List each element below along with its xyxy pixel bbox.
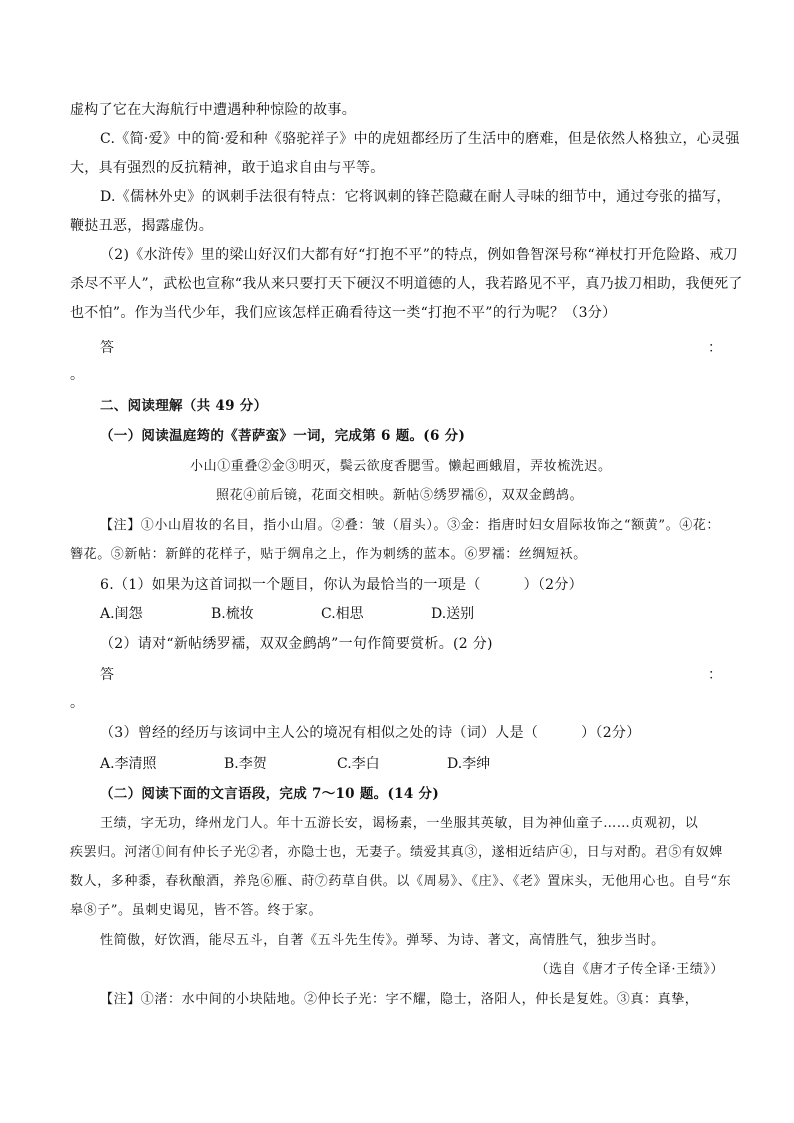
text-line: 鞭挞丑恶，揭露虚伪。 [70,218,213,234]
text-line: 虚构了它在大海航行中遭遇种种惊险的故事。 [70,102,356,118]
subsection-2-heading: （二）阅读下面的文言语段，完成 7～10 题。(14 分) [100,786,440,802]
source-citation: （选自《唐才子传全译·王绩》） [535,962,724,977]
poem-line-2: 照花④前后镜，花面交相映。新帖⑤绣罗襦⑥，双双金鹧鸪。 [216,488,584,503]
section-2-heading: 二、阅读理解（共 49 分） [100,398,268,414]
text-line: 杀尽不平人”，武松也宣称“我从来只要打天下硬汉不明道德的人，我若路见不平，真乃拔刀相助，我便死了 [70,276,743,292]
classical-text-line: 王绩，字无功，绛州龙门人。年十五游长安，谒杨素，一坐服其英敏，目为神仙童子……贞观初，以 [100,816,699,831]
text-line: 也不怕”。作为当代少年，我们应该怎样正确看待这一类“打抱不平”的行为呢？（3分） [70,305,617,321]
answer-label: 答 [100,667,115,683]
classical-text-line: 数人，多种黍，春秋酿酒，养凫⑥雁、莳⑦药草自供。以《周易》、《庄》、《老》置床头，无他用心也。自号“东 [70,874,732,889]
answer-end-mark: 。 [70,695,85,711]
option-a: A.闺怨 [100,606,143,622]
option-b: B.梳妆 [211,606,254,622]
classical-text-line: 性简傲，好饮酒，能尽五斗，自著《五斗先生传》。弹琴、为诗、著文，高情胜气，独步当时。 [100,933,665,948]
answer-colon: ： [708,340,722,356]
classical-text-line: 疾罢归。河渚①间有仲长子光②者，亦隐士也，无妻子。绩爱其真③，遂相近结庐④，日与对酌。君⑤有奴婢 [70,845,723,860]
classical-note-line: 【注】①渚：水中间的小块陆地。②仲长子光：字不耀，隐士，洛阳人，仲长是复姓。③真：真挚， [100,992,699,1007]
question-6-1: 6.（1）如果为这首词拟一个题目，你认为最恰当的一项是（ ）（2分） [100,577,583,593]
option-d: D.李绅 [447,756,491,772]
classical-text-line: 皋⑧子”。虽刺史谒见，皆不答。终于家。 [70,903,323,918]
option-b: B.李贺 [224,756,267,772]
poem-note-line-1: 【注】①小山眉妆的名目，指小山眉。②叠：皱（眉头）。③金：指唐时妇女眉际妆饰之“额黄”。④花： [100,518,720,533]
subsection-1-heading: （一）阅读温庭筠的《菩萨蛮》一词，完成第 6 题。(6 分) [100,428,466,444]
question-6-2: （2）请对“新帖绣罗襦，双双金鹧鸪”一句作简要赏析。(2 分) [100,636,493,652]
option-a: A.李清照 [100,756,157,772]
option-d-line: D.《儒林外史》的讽刺手法很有特点：它将讽刺的锋芒隐藏在耐人寻味的细节中，通过夸张的描写， [100,189,731,205]
poem-line-1: 小山①重叠②金③明灭，鬓云欲度香腮雪。懒起画蛾眉，弄妆梳洗迟。 [190,459,612,474]
question-6-3: （3）曾经的经历与该词中主人公的境况有相似之处的诗（词）人是（ ）（2分） [100,725,641,741]
option-c: C.相思 [321,606,364,622]
answer-colon: ： [708,667,722,683]
text-line: 大，具有强烈的反抗精神，敢于追求自由与平等。 [70,160,385,176]
answer-end-mark: 。 [70,367,85,383]
option-d: D.送别 [431,606,475,622]
question-2-line: （2)《水浒传》里的梁山好汉们大都有好“打抱不平”的特点，例如鲁智深号称“禅杖打开危险路、戒刀 [100,247,738,263]
answer-label: 答 [100,340,115,356]
option-c-line: C.《简·爱》中的简·爱和种《骆驼祥子》中的虎妞都经历了生活中的磨难，但是依然人格独立，心灵强 [100,131,740,147]
option-c: C.李白 [337,756,380,772]
poem-note-line-2: 簪花。⑤新帖：新鲜的花样子，贴于绸帛之上，作为刺绣的蓝本。⑥罗襦：丝绸短袄。 [70,547,587,562]
